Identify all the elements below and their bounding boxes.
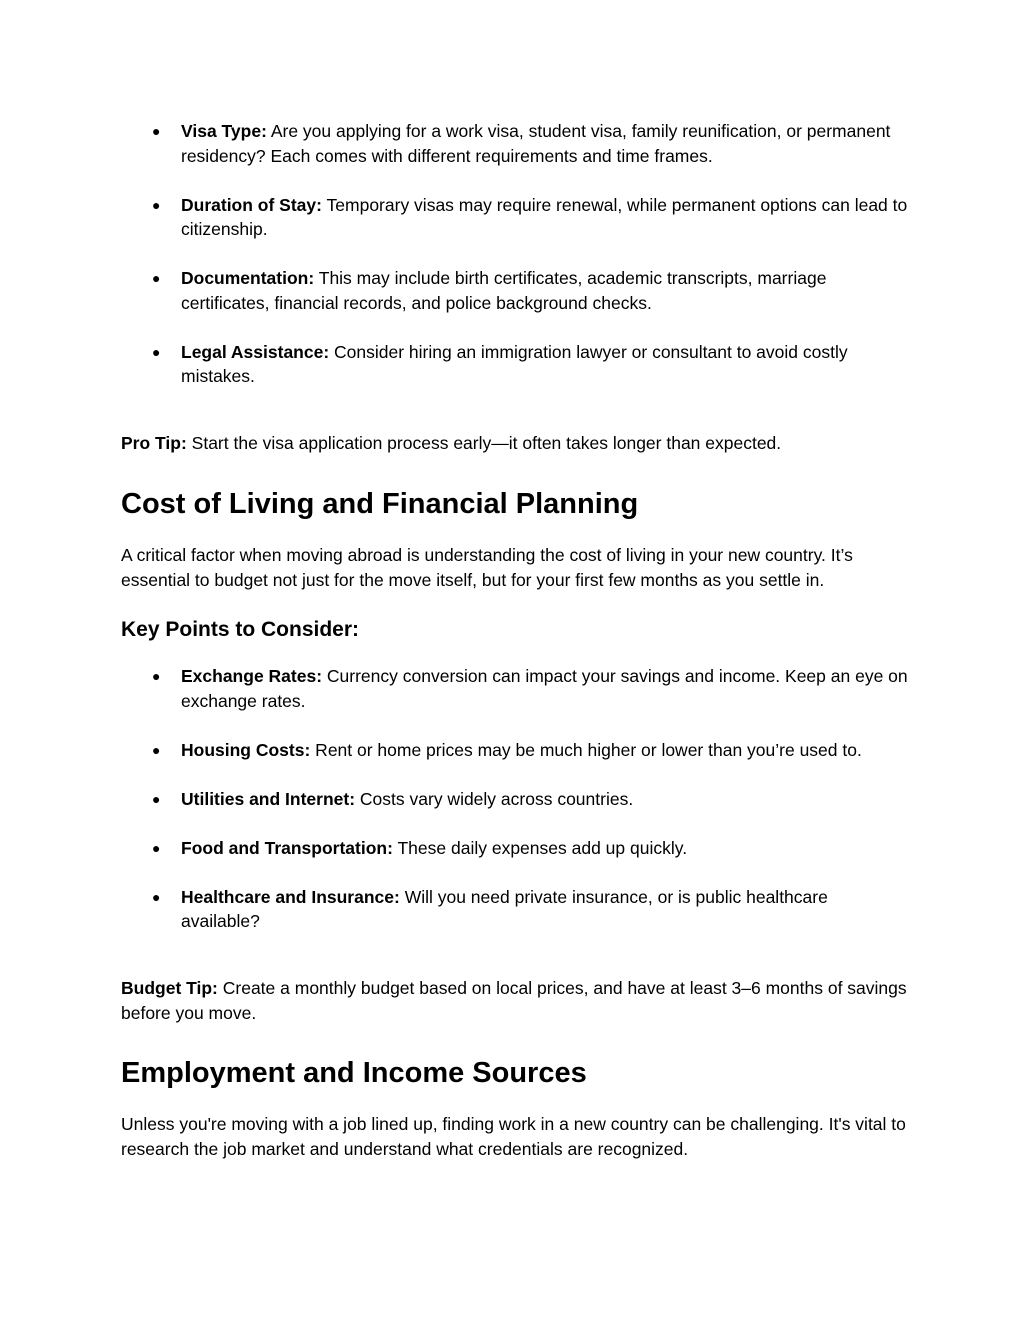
item-text: This may include birth certificates, academic transcripts, marriage certificates, financial records, and police background checks. <box>181 268 827 313</box>
item-label: Utilities and Internet: <box>181 788 356 809</box>
item-text: Costs vary widely across countries. <box>355 788 634 809</box>
item-text: Consider hiring an immigration lawyer or consultant to avoid costly mistakes. <box>181 341 848 386</box>
bullet-icon: ● <box>152 741 161 758</box>
cost-of-living-heading: Cost of Living and Financial Planning <box>121 488 639 520</box>
bullet-icon: ● <box>152 790 161 807</box>
cost-of-living-intro: A critical factor when moving abroad is understanding the cost of living in your new country. It’s essential to budget not just for the move itself, but for your first few months as you settle in. <box>121 545 853 590</box>
item-text: Currency conversion can impact your savings and income. Keep an eye on exchange rates. <box>181 666 908 711</box>
key-points-subheading: Key Points to Consider: <box>121 618 360 641</box>
list-item <box>121 119 911 168</box>
item-text: Temporary visas may require renewal, while permanent options can lead to citizenship. <box>181 194 908 239</box>
employment-heading: Employment and Income Sources <box>121 1057 587 1089</box>
bullet-icon: ● <box>152 839 161 856</box>
list-item <box>121 193 911 242</box>
list-item <box>121 266 911 315</box>
list-item <box>121 885 911 934</box>
item-label: Legal Assistance: <box>181 341 330 362</box>
list-item <box>121 664 911 713</box>
bullet-icon: ● <box>152 196 161 213</box>
pro-tip-text: Start the visa application process early—it often takes longer than expected. <box>186 433 782 453</box>
pro-tip-paragraph <box>121 431 911 456</box>
item-label: Food and Transportation: <box>181 837 393 858</box>
item-label: Duration of Stay: <box>181 194 322 215</box>
employment-intro: Unless you're moving with a job lined up, finding work in a new country can be challenging. It's vital to research the job market and understand what credentials are recognized. <box>121 1114 906 1159</box>
item-label: Healthcare and Insurance: <box>181 886 400 907</box>
cost-points-list <box>121 664 911 958</box>
pro-tip-label: Pro Tip: <box>121 433 187 453</box>
item-label: Housing Costs: <box>181 739 311 760</box>
budget-tip-label: Budget Tip: <box>121 978 218 998</box>
budget-tip-paragraph <box>121 976 911 1025</box>
item-text: Are you applying for a work visa, student visa, family reunification, or permanent residency? Each comes with different requirements and time frames. <box>181 121 891 166</box>
list-item <box>121 340 911 389</box>
item-text: Will you need private insurance, or is public healthcare available? <box>181 886 828 931</box>
item-label: Documentation: <box>181 268 315 288</box>
bullet-icon: ● <box>152 343 161 360</box>
bullet-icon: ● <box>152 668 161 684</box>
bullet-icon: ● <box>152 270 161 286</box>
visa-considerations-list <box>121 119 911 413</box>
list-item <box>121 738 911 763</box>
list-item <box>121 836 911 861</box>
budget-tip-text: Create a monthly budget based on local prices, and have at least 3–6 months of savings before you move. <box>121 978 907 1023</box>
bullet-icon: ● <box>152 888 161 905</box>
item-text: Rent or home prices may be much higher or lower than you’re used to. <box>310 739 862 760</box>
item-label: Visa Type: <box>181 121 267 141</box>
bullet-icon: ● <box>152 123 161 139</box>
item-text: These daily expenses add up quickly. <box>392 837 688 858</box>
list-item <box>121 787 911 812</box>
item-label: Exchange Rates: <box>181 666 323 686</box>
